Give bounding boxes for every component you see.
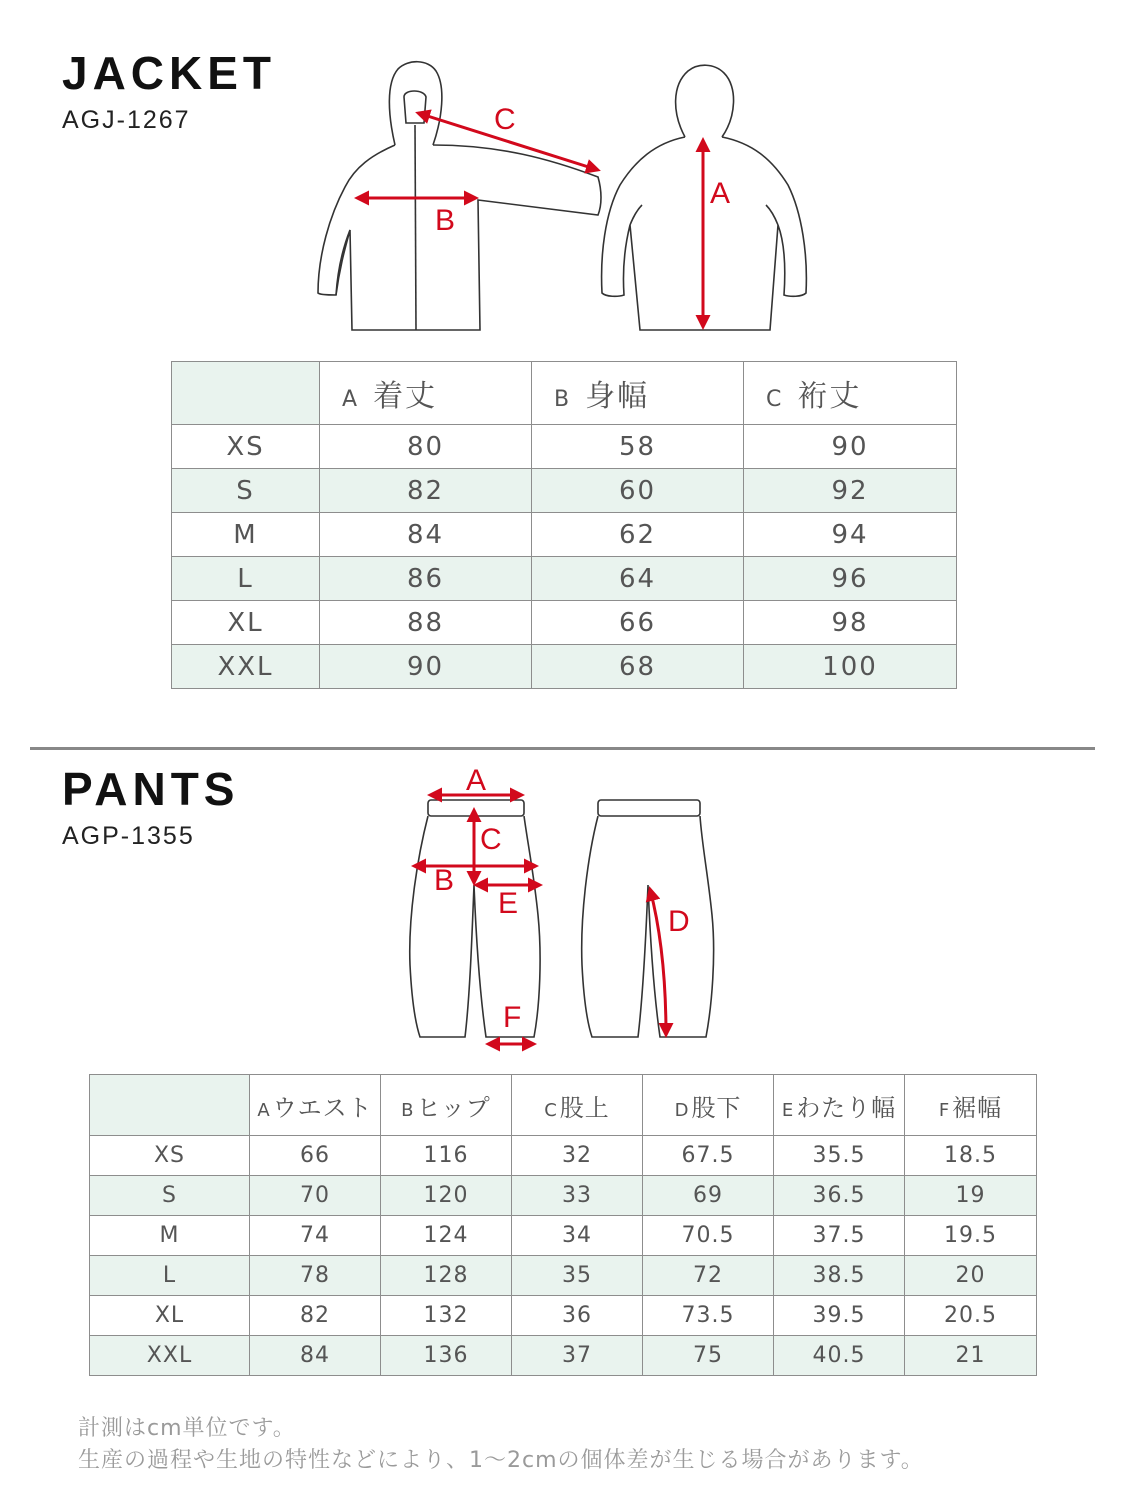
- table-cell: 86: [320, 557, 532, 601]
- pants-dimension-e-label: E: [498, 887, 519, 920]
- variance-disclaimer-note: 生産の過程や生地の特性などにより、1～2cmの個体差が生じる場合があります。: [78, 1448, 924, 1473]
- table-cell: 78: [250, 1256, 381, 1296]
- pants-dimension-b-label: B: [434, 864, 455, 897]
- jacket-table-header: [172, 362, 957, 425]
- table-cell: 66: [250, 1136, 381, 1176]
- table-cell: 67.5: [643, 1136, 774, 1176]
- table-cell: 70: [250, 1176, 381, 1216]
- table-cell: 132: [381, 1296, 512, 1336]
- table-cell: 35.5: [774, 1136, 905, 1176]
- jacket-dimension-c-label: C: [494, 103, 516, 136]
- size-label: XL: [90, 1296, 250, 1336]
- table-cell: 128: [381, 1256, 512, 1296]
- table-row: [172, 557, 957, 601]
- table-cell: 82: [250, 1296, 381, 1336]
- pants-col-c: C股上: [512, 1075, 643, 1136]
- table-cell: 74: [250, 1216, 381, 1256]
- table-cell: 20: [905, 1256, 1037, 1296]
- table-cell: 92: [744, 469, 957, 513]
- table-cell: 72: [643, 1256, 774, 1296]
- section-divider: [30, 747, 1095, 750]
- table-cell: 40.5: [774, 1336, 905, 1376]
- table-cell: 64: [532, 557, 744, 601]
- table-cell: 58: [532, 425, 744, 469]
- table-cell: 100: [744, 645, 957, 689]
- table-cell: 34: [512, 1216, 643, 1256]
- jacket-dimension-a-label: A: [710, 177, 731, 210]
- size-label: M: [172, 513, 320, 557]
- table-cell: 19.5: [905, 1216, 1037, 1256]
- jacket-front-outline: [318, 62, 601, 330]
- table-cell: 39.5: [774, 1296, 905, 1336]
- table-cell: 98: [744, 601, 957, 645]
- table-cell: 75: [643, 1336, 774, 1376]
- pants-col-d: D股下: [643, 1075, 774, 1136]
- pants-model-number: AGP-1355: [62, 822, 195, 850]
- pants-size-table: [89, 1074, 1037, 1376]
- table-cell: 35: [512, 1256, 643, 1296]
- size-label: L: [90, 1256, 250, 1296]
- measurement-unit-note: 計測はcm単位です。: [78, 1416, 296, 1441]
- pants-col-a: Aウエスト: [250, 1075, 381, 1136]
- table-cell: 73.5: [643, 1296, 774, 1336]
- table-cell: 88: [320, 601, 532, 645]
- pants-col-e: Eわたり幅: [774, 1075, 905, 1136]
- table-cell: 136: [381, 1336, 512, 1376]
- pants-title: PANTS: [62, 763, 240, 815]
- table-row: [90, 1216, 1037, 1256]
- pants-dimension-c-label: C: [480, 823, 502, 856]
- table-cell: 68: [532, 645, 744, 689]
- table-row: [172, 469, 957, 513]
- table-cell: 120: [381, 1176, 512, 1216]
- table-cell: 96: [744, 557, 957, 601]
- pants-table-header: [90, 1075, 1037, 1136]
- table-cell: 36.5: [774, 1176, 905, 1216]
- table-row: [172, 425, 957, 469]
- table-cell: 116: [381, 1136, 512, 1176]
- jacket-col-c: C 裄丈: [744, 362, 957, 425]
- pants-dimension-d-label: D: [668, 905, 690, 938]
- size-label: XXL: [90, 1336, 250, 1376]
- table-cell: 32: [512, 1136, 643, 1176]
- size-label: L: [172, 557, 320, 601]
- jacket-dimension-b-label: B: [435, 204, 456, 237]
- pants-col-b: Bヒップ: [381, 1075, 512, 1136]
- table-cell: 36: [512, 1296, 643, 1336]
- jacket-col-b: B 身幅: [532, 362, 744, 425]
- table-cell: 70.5: [643, 1216, 774, 1256]
- table-row: [90, 1336, 1037, 1376]
- size-label: S: [172, 469, 320, 513]
- table-cell: 33: [512, 1176, 643, 1216]
- table-row: [172, 645, 957, 689]
- table-row: [90, 1136, 1037, 1176]
- table-row: [90, 1296, 1037, 1336]
- table-cell: 21: [905, 1336, 1037, 1376]
- table-row: [172, 601, 957, 645]
- table-cell: 60: [532, 469, 744, 513]
- table-cell: 38.5: [774, 1256, 905, 1296]
- table-cell: 18.5: [905, 1136, 1037, 1176]
- pants-dimension-f-label: F: [503, 1001, 522, 1034]
- jacket-title: JACKET: [62, 47, 277, 99]
- size-label: XL: [172, 601, 320, 645]
- table-cell: 69: [643, 1176, 774, 1216]
- table-cell: 80: [320, 425, 532, 469]
- table-corner-cell: [172, 362, 320, 425]
- table-cell: 90: [320, 645, 532, 689]
- table-row: [90, 1176, 1037, 1216]
- size-label: XS: [90, 1136, 250, 1176]
- table-corner-cell: [90, 1075, 250, 1136]
- table-row: [172, 513, 957, 557]
- table-cell: 82: [320, 469, 532, 513]
- pants-dimension-a-label: A: [466, 764, 487, 797]
- table-cell: 94: [744, 513, 957, 557]
- table-cell: 37.5: [774, 1216, 905, 1256]
- jacket-model-number: AGJ-1267: [62, 106, 191, 134]
- table-cell: 20.5: [905, 1296, 1037, 1336]
- size-label: XS: [172, 425, 320, 469]
- jacket-col-a: A 着丈: [320, 362, 532, 425]
- table-cell: 62: [532, 513, 744, 557]
- table-cell: 66: [532, 601, 744, 645]
- table-cell: 37: [512, 1336, 643, 1376]
- size-label: S: [90, 1176, 250, 1216]
- jacket-diagram: [300, 45, 820, 345]
- table-cell: 90: [744, 425, 957, 469]
- pants-col-f: F裾幅: [905, 1075, 1037, 1136]
- table-row: [90, 1256, 1037, 1296]
- jacket-size-table: [171, 361, 957, 689]
- table-cell: 124: [381, 1216, 512, 1256]
- table-cell: 84: [250, 1336, 381, 1376]
- size-label: XXL: [172, 645, 320, 689]
- pants-back-outline: [582, 800, 714, 1037]
- table-cell: 84: [320, 513, 532, 557]
- pants-diagram: [400, 765, 730, 1055]
- size-label: M: [90, 1216, 250, 1256]
- table-cell: 19: [905, 1176, 1037, 1216]
